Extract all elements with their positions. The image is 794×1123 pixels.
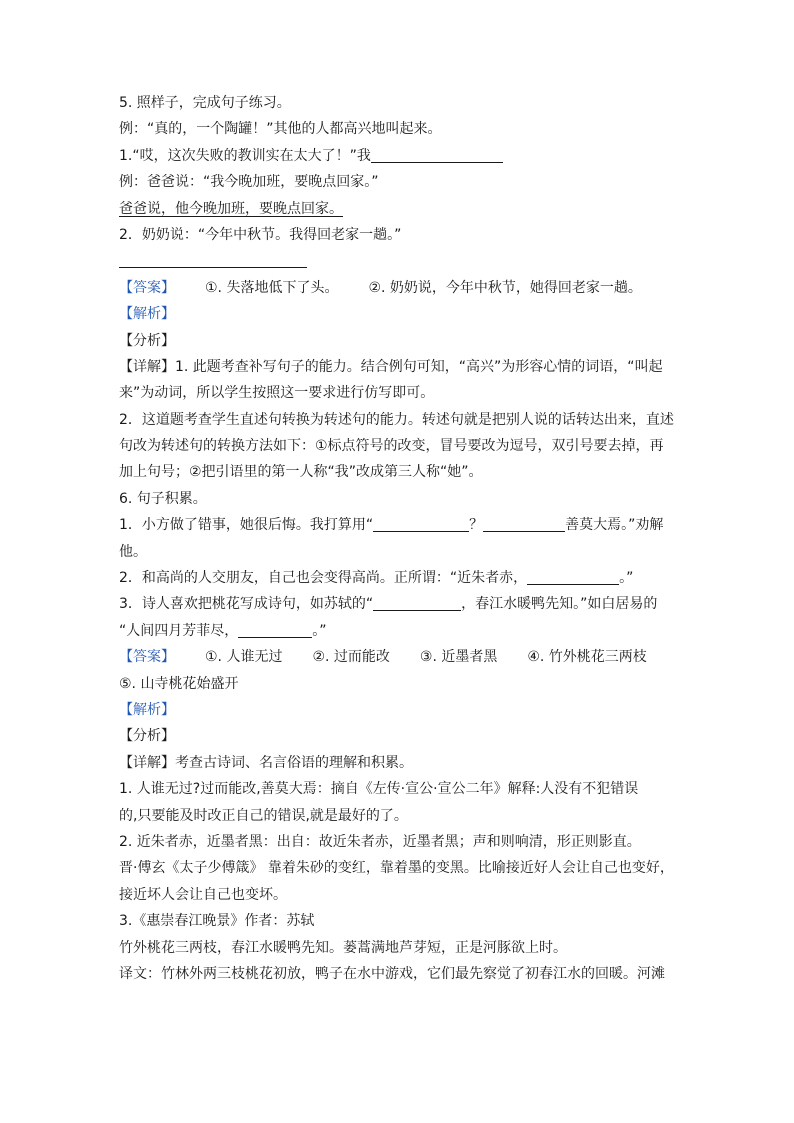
q6-detail-1-cont: 的,只要能及时改正自己的错误,就是最好的了。 <box>119 807 408 824</box>
detail-tag: 【详解】 <box>119 754 175 771</box>
detail-tag: 【详解】 <box>119 358 175 375</box>
q6-detail-3-translation: 译文：竹林外两三枝桃花初放，鸭子在水中游戏，它们最先察觉了初春江水的回暖。河滩 <box>119 965 665 982</box>
q6-detail-3-poem: 竹外桃花三两枝，春江水暖鸭先知。蒌蒿满地芦芽短，正是河豚欲上时。 <box>119 939 567 956</box>
q5-detail-2-cont: 句改为转述句的转换方法如下：①标点符号的改变，冒号要改为逗号，双引号要去掉，再 <box>119 438 664 455</box>
q5-detail-2-cont-2: 加上句号；②把引语里的第一人称“我”改成第三人称“她”。 <box>119 464 483 481</box>
answer-1: ①. 人谁无过 <box>205 649 283 666</box>
answer-1: ①. 失落地低下了头。 <box>205 279 339 296</box>
q5-item-2-blank-row <box>119 248 679 274</box>
q6-item-3-text-2: ，春江水暖鸭先知。”如白居易的 <box>461 596 658 613</box>
document-content <box>119 90 679 987</box>
q5-example-1: 例：“真的，一个陶罐！”其他的人都高兴地叫起来。 <box>119 121 442 138</box>
q5-item-1 <box>119 143 679 169</box>
q6-item-1-text: 1．小方做了错事，她很后悔。我打算用“ <box>119 517 374 534</box>
detail-text: 1. 此题考查补写句子的能力。结合例句可知，“高兴”为形容心情的词语，“叫起 <box>175 358 663 375</box>
q5-example-2-answer: 爸爸说，他今晚加班，要晚点回家。 <box>119 200 343 217</box>
detail-text: 考查古诗词、名言俗语的理解和积累。 <box>175 754 413 771</box>
q5-answer <box>119 275 679 301</box>
answer-blank[interactable] <box>373 594 461 611</box>
answer-4: ④. 竹外桃花三两枝 <box>527 649 647 666</box>
answer-blank[interactable] <box>373 515 469 532</box>
q6-answer <box>119 644 679 670</box>
answer-blank[interactable] <box>238 621 312 638</box>
q6-item-2-text: 2．和高尚的人交朋友，自己也会变得高尚。正所谓：“近朱者赤， <box>119 570 528 587</box>
q5-example-2: 例：爸爸说：“我今晚加班，要晚点回家。” <box>119 174 379 191</box>
q5-detail-1-cont: 来”为动词，所以学生按照这一要求进行仿写即可。 <box>119 385 435 402</box>
q6-item-3-cont <box>119 618 679 644</box>
q6-detail-3: 3.《惠崇春江晚景》作者：苏轼 <box>119 913 315 930</box>
q5-item-2: 2．奶奶说：“今年中秋节。我得回老家一趟。” <box>119 226 402 243</box>
q6-item-3-text: 3．诗人喜欢把桃花写成诗句，如苏轼的“ <box>119 596 374 613</box>
analysis-tag: 【解析】 <box>119 701 175 718</box>
answer-2: ②. 过而能改 <box>312 649 390 666</box>
q6-item-1 <box>119 512 679 538</box>
question-5-title: 5. 照样子，完成句子练习。 <box>119 95 291 111</box>
answer-blank[interactable] <box>371 146 503 163</box>
q5-detail-1 <box>119 354 679 380</box>
answer-blank[interactable] <box>527 568 619 585</box>
q6-detail-2-cont-2: 接近坏人会让自己也变坏。 <box>119 886 287 903</box>
q6-detail-2: 2. 近朱者赤，近墨者黑：出自：故近朱者赤，近墨者黑；声和则响清，形正则影直。 <box>119 833 641 850</box>
answer-tag: 【答案】 <box>119 279 175 296</box>
answer-2: ②. 奶奶说，今年中秋节，她得回老家一趟。 <box>368 279 642 296</box>
answer-blank[interactable] <box>119 251 307 268</box>
question-6-title: 6. 句子积累。 <box>119 490 207 507</box>
q6-item-3-end: 。” <box>312 622 327 639</box>
q6-item-1-text-2: 善莫大焉。”劝解 <box>565 517 664 534</box>
q6-item-2-end: 。” <box>619 570 634 587</box>
q6-detail-2-cont: 晋·傅玄《太子少傅箴》 靠着朱砂的变红，靠着墨的变黑。比喻接近好人会让自己也变好， <box>119 860 674 877</box>
answer-tag: 【答案】 <box>119 649 175 666</box>
q6-detail-intro <box>119 750 679 776</box>
analysis-tag: 【解析】 <box>119 306 175 323</box>
answer-3: ③. 近墨者黑 <box>419 649 498 666</box>
q6-item-1-cont: 他。 <box>119 543 147 560</box>
q5-detail-2: 2．这道题考查学生直述句转换为转述句的能力。转述句就是把别人说的话转达出来，直述 <box>119 411 674 428</box>
q6-answer-cont: ⑤. 山寺桃花始盛开 <box>119 675 239 692</box>
q6-item-3-text-3: “人间四月芳菲尽， <box>119 622 239 639</box>
answer-blank[interactable] <box>483 515 565 532</box>
q6-detail-1: 1. 人谁无过?过而能改,善莫大焉：摘自《左传·宣公·宣公二年》解释:人没有不犯错误 <box>119 781 639 798</box>
fenxi-tag: 【分析】 <box>119 332 175 349</box>
question-mark: ？ <box>469 517 484 534</box>
q6-item-3 <box>119 591 679 617</box>
q6-item-2 <box>119 565 679 591</box>
q5-item-1-text: 1.“哎，这次失败的教训实在太大了！”我 <box>119 147 371 164</box>
fenxi-tag: 【分析】 <box>119 728 175 745</box>
